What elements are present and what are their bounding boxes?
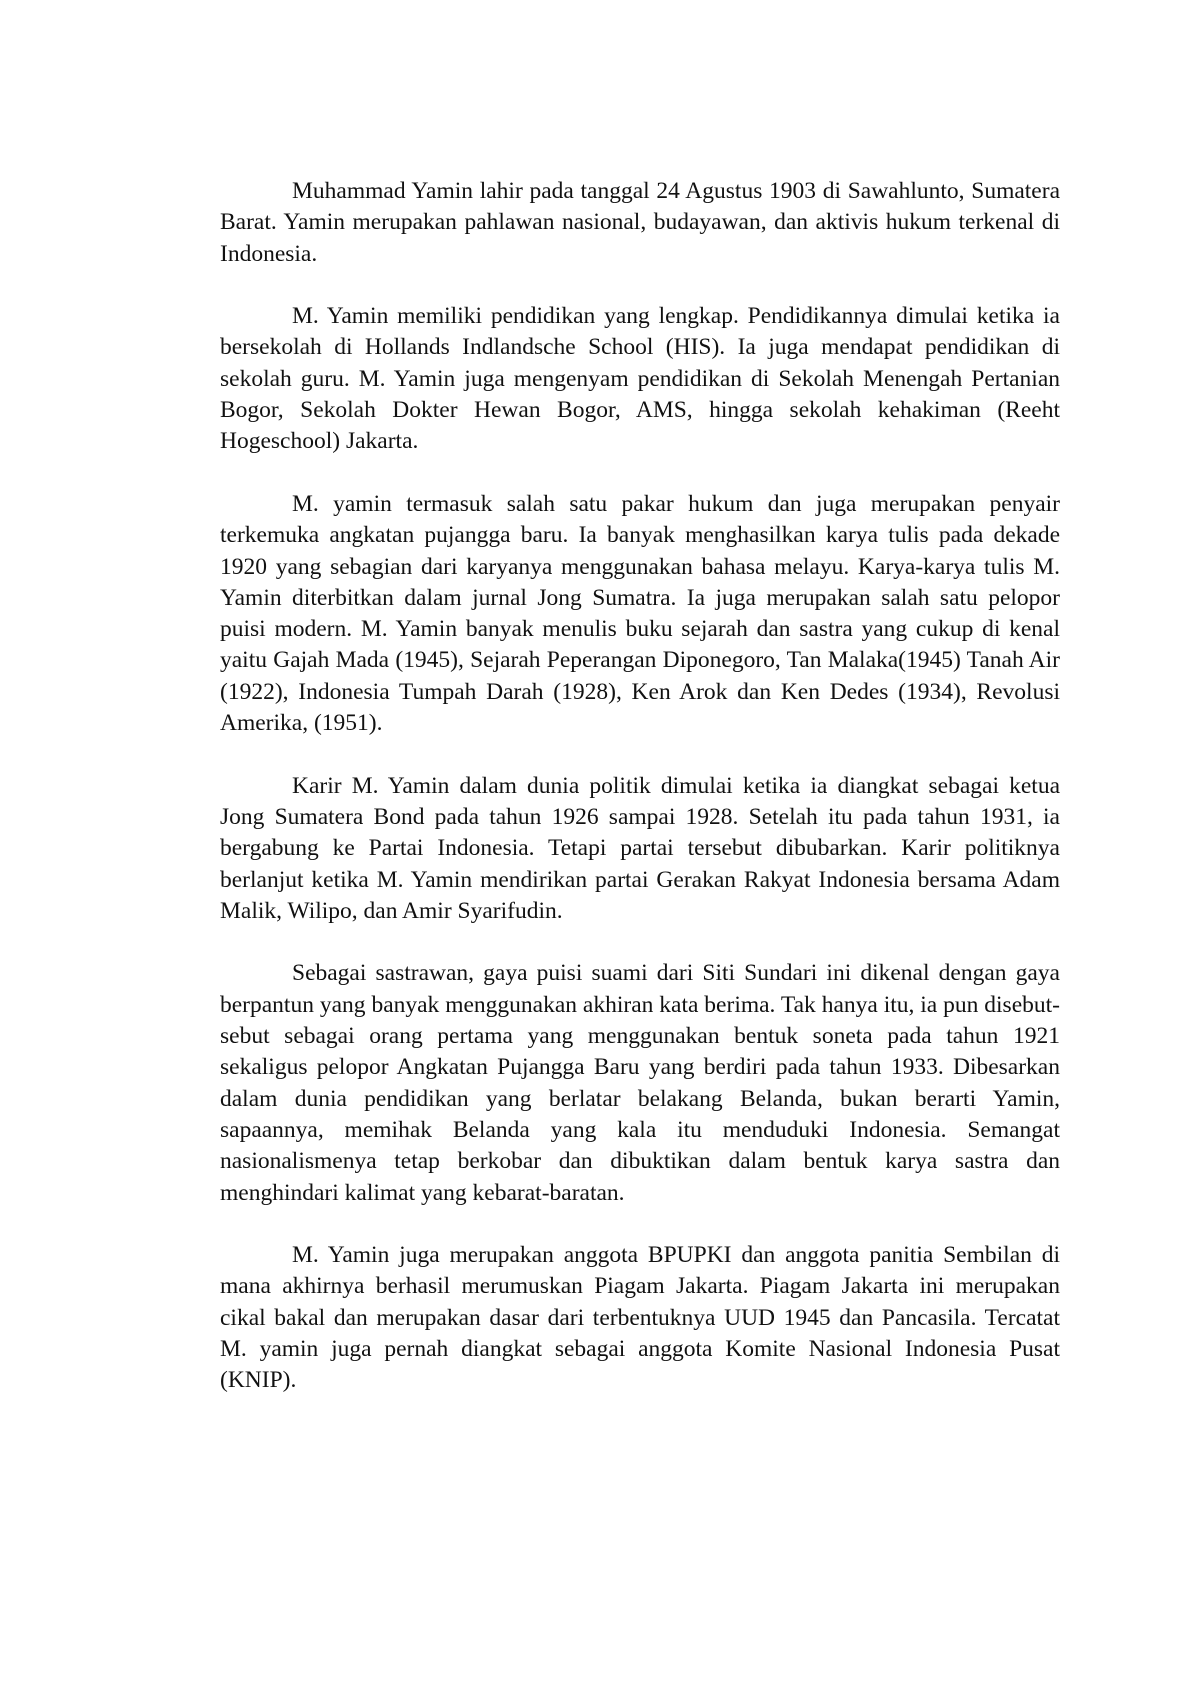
paragraph-poetry-style: Sebagai sastrawan, gaya puisi suami dari Siti Sundari ini dikenal dengan gaya berpantun yang banyak menggunakan akhiran kata berima. Tak hanya itu, ia pun disebut-sebut sebagai orang pertama yang menggunakan bentuk soneta pada tahun 1921 sekaligus pelopor Angkatan Pujangga Baru yang berdiri pada tahun 1933. Dibesarkan dalam dunia pendidikan yang berlatar belakang Belanda, bukan berarti Yamin, sapaannya, memihak Belanda yang kala itu menduduki Indonesia. Semangat nasionalismenya tetap berkobar dan dibuktikan dalam bentuk karya sastra dan menghindari kalimat yang kebarat-baratan. <box>220 960 1060 1206</box>
paragraph-education: M. Yamin memiliki pendidikan yang lengkap. Pendidikannya dimulai ketika ia bersekolah di Hollands Indlandsche School (HIS). Ia juga mendapat pendidikan di sekolah guru. M. Yamin juga mengenyam pendidikan di Sekolah Menengah Pertanian Bogor, Sekolah Dokter Hewan Bogor, AMS, hingga sekolah kehakiman (Reeht Hogeschool) Jakarta. <box>220 303 1060 455</box>
paragraph-birth: Muhammad Yamin lahir pada tanggal 24 Agustus 1903 di Sawahlunto, Sumatera Barat. Yamin merupakan pahlawan nasional, budayawan, dan aktivis hukum terkenal di Indonesia. <box>220 178 1060 267</box>
paragraph-political-career: Karir M. Yamin dalam dunia politik dimulai ketika ia diangkat sebagai ketua Jong Sumatera Bond pada tahun 1926 sampai 1928. Setelah itu pada tahun 1931, ia bergabung ke Partai Indonesia. Tetapi partai tersebut dibubarkan. Karir politiknya berlanjut ketika M. Yamin mendirikan partai Gerakan Rakyat Indonesia bersama Adam Malik, Wilipo, dan Amir Syarifudin. <box>220 772 1060 924</box>
paragraph-bpupki: M. Yamin juga merupakan anggota BPUPKI dan anggota panitia Sembilan di mana akhirnya berhasil merumuskan Piagam Jakarta. Piagam Jakarta ini merupakan cikal bakal dan merupakan dasar dari terbentuknya UUD 1945 dan Pancasila. Tercatat M. yamin juga pernah diangkat sebagai anggota Komite Nasional Indonesia Pusat (KNIP). <box>220 1242 1060 1394</box>
paragraph-literary-works: M. yamin termasuk salah satu pakar hukum dan juga merupakan penyair terkemuka angkatan pujangga baru. Ia banyak menghasilkan karya tulis pada dekade 1920 yang sebagian dari karyanya menggunakan bahasa melayu. Karya-karya tulis M. Yamin diterbitkan dalam jurnal Jong Sumatra. Ia juga merupakan salah satu pelopor puisi modern. M. Yamin banyak menulis buku sejarah dan sastra yang cukup di kenal yaitu Gajah Mada (1945), Sejarah Peperangan Diponegoro, Tan Malaka(1945) Tanah Air (1922), Indonesia Tumpah Darah (1928), Ken Arok dan Ken Dedes (1934), Revolusi Amerika, (1951). <box>220 490 1060 737</box>
document-body <box>220 176 1060 1397</box>
